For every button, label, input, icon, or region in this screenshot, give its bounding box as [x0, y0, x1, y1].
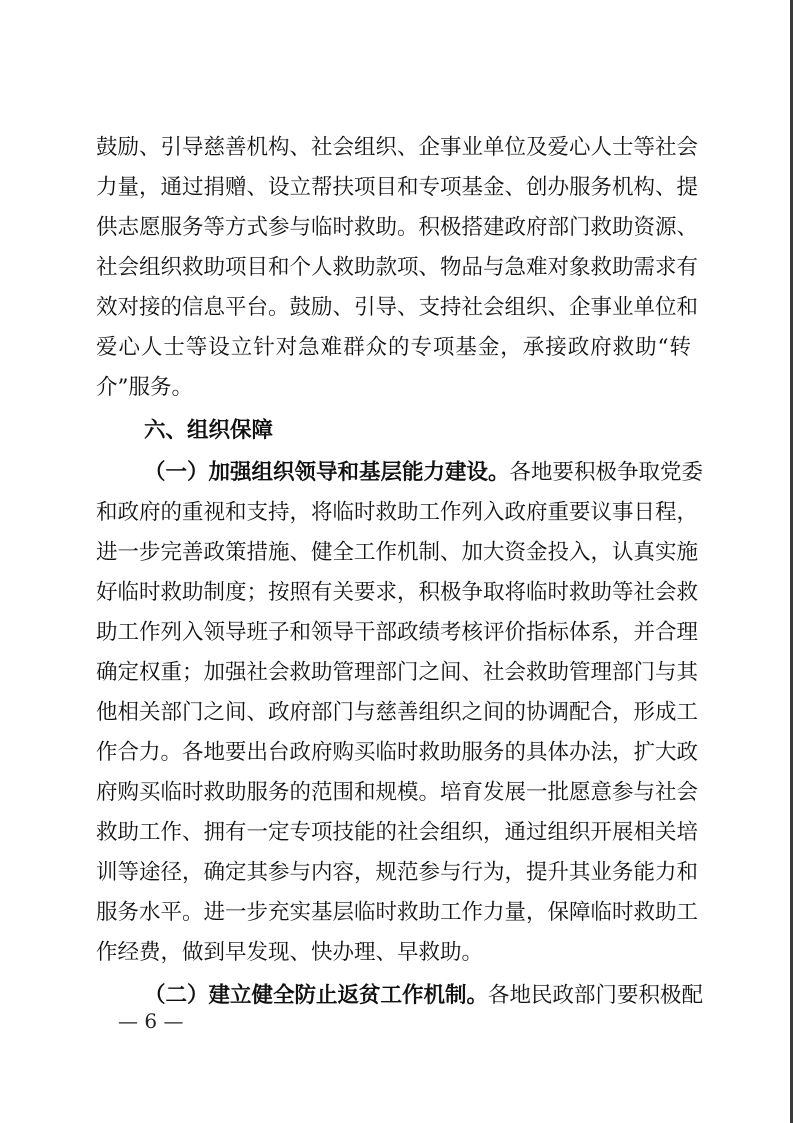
subsection-first-line	[144, 976, 704, 1016]
subsection-text: 各地民政部门要积极配	[488, 983, 704, 1008]
paragraph-line: 进一步完善政策措施、健全工作机制、加大资金投入，认真实施	[96, 540, 699, 565]
paragraph-line: 府购买临时救助服务的范围和规模。培育发展一批愿意参与社会	[96, 780, 699, 805]
paragraph-line: 作经费，做到早发现、快办理、早救助。	[96, 940, 484, 965]
page-number: — 6 —	[118, 1009, 184, 1033]
subsection-first-line	[144, 453, 704, 493]
paragraph-line: 服务水平。进一步充实基层临时救助工作力量，保障临时救助工	[96, 900, 699, 925]
paragraph-line: 助工作列入领导班子和领导干部政绩考核评价指标体系，并合理	[96, 620, 699, 645]
paragraph-line: 介”服务。	[96, 375, 193, 400]
subsection-title: （一）加强组织领导和基层能力建设。	[144, 460, 510, 485]
paragraph-line: 鼓励、引导慈善机构、社会组织、企事业单位及爱心人士等社会	[96, 135, 699, 160]
paragraph-line: 他相关部门之间、政府部门与慈善组织之间的协调配合，形成工	[96, 700, 699, 725]
paragraph-line: 救助工作、拥有一定专项技能的社会组织，通过组织开展相关培	[96, 820, 699, 845]
subsection-text: 各地要积极争取党委	[509, 460, 704, 485]
paragraph-line: 效对接的信息平台。鼓励、引导、支持社会组织、企事业单位和	[96, 295, 699, 320]
paragraph-line: 力量，通过捐赠、设立帮扶项目和专项基金、创办服务机构、提	[96, 175, 699, 200]
section-heading: 六、组织保障	[144, 418, 274, 443]
paragraph-line: 社会组织救助项目和个人救助款项、物品与急难对象救助需求有	[96, 255, 699, 280]
paragraph-line: 和政府的重视和支持，将临时救助工作列入政府重要议事日程，	[96, 500, 699, 525]
paragraph-line: 好临时救助制度；按照有关要求，积极争取将临时救助等社会救	[96, 580, 699, 605]
paragraph-line: 供志愿服务等方式参与临时救助。积极搭建政府部门救助资源、	[96, 215, 699, 240]
paragraph-line: 确定权重；加强社会救助管理部门之间、社会救助管理部门与其	[96, 660, 699, 685]
subsection-title: （二）建立健全防止返贫工作机制。	[144, 983, 489, 1008]
paragraph-line: 作合力。各地要出台政府购买临时救助服务的具体办法，扩大政	[96, 740, 699, 765]
paragraph-line: 训等途径，确定其参与内容，规范参与行为，提升其业务能力和	[96, 860, 699, 885]
paragraph-line: 爱心人士等设立针对急难群众的专项基金，承接政府救助“转	[96, 335, 691, 360]
